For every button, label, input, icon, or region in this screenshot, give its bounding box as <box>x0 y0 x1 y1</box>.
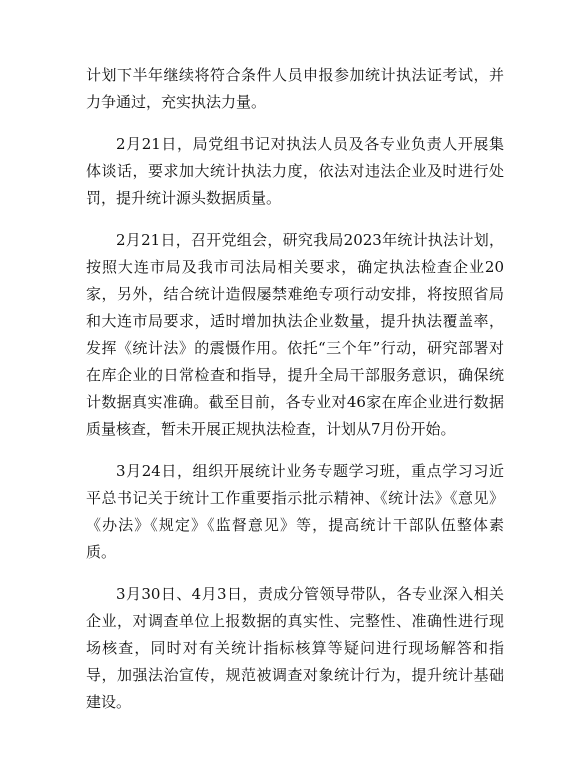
paragraph-feb21-party-meeting: 2月21日，召开党组会，研究我局2023年统计执法计划，按照大连市局及我市司法局相关要求，确定执法检查企业20家，另外，结合统计造假屡禁难绝专项行动安排，将按照省局和大连市局要求，适时增加执法企业数量，提升执法覆盖率，发挥《统计法》的震慑作用。依托“三个年”行动，研究部署对在库企业的日常检查和指导，提升全局干部服务意识，确保统计数据真实准确。截至目前，各专业对46家在库企业进行数据质量核查，暂未开展正规执法检查，计划从7月份开始。 <box>86 231 504 438</box>
document-page <box>86 62 504 731</box>
paragraph-mar24-study-class: 3月24日，组织开展统计业务专题学习班，重点学习习近平总书记关于统计工作重要指示批示精神、《统计法》《意见》《办法》《规定》《监督意见》等，提高统计干部队伍整体素质。 <box>86 462 504 561</box>
paragraph-continued-plan: 计划下半年继续将符合条件人员申报参加统计执法证考试，并力争通过，充实执法力量。 <box>86 66 504 111</box>
paragraph-feb21-collective-talk: 2月21日，局党组书记对执法人员及各专业负责人开展集体谈话，要求加大统计执法力度，依法对违法企业及时进行处罚，提升统计源头数据质量。 <box>86 135 504 207</box>
paragraph-mar30-apr3-inspection: 3月30日、4月3日，责成分管领导带队，各专业深入相关企业，对调查单位上报数据的真实性、完整性、准确性进行现场核查，同时对有关统计指标核算等疑问进行现场解答和指导，加强法治宣传，规范被调查对象统计行为，提升统计基础建设。 <box>86 585 504 711</box>
